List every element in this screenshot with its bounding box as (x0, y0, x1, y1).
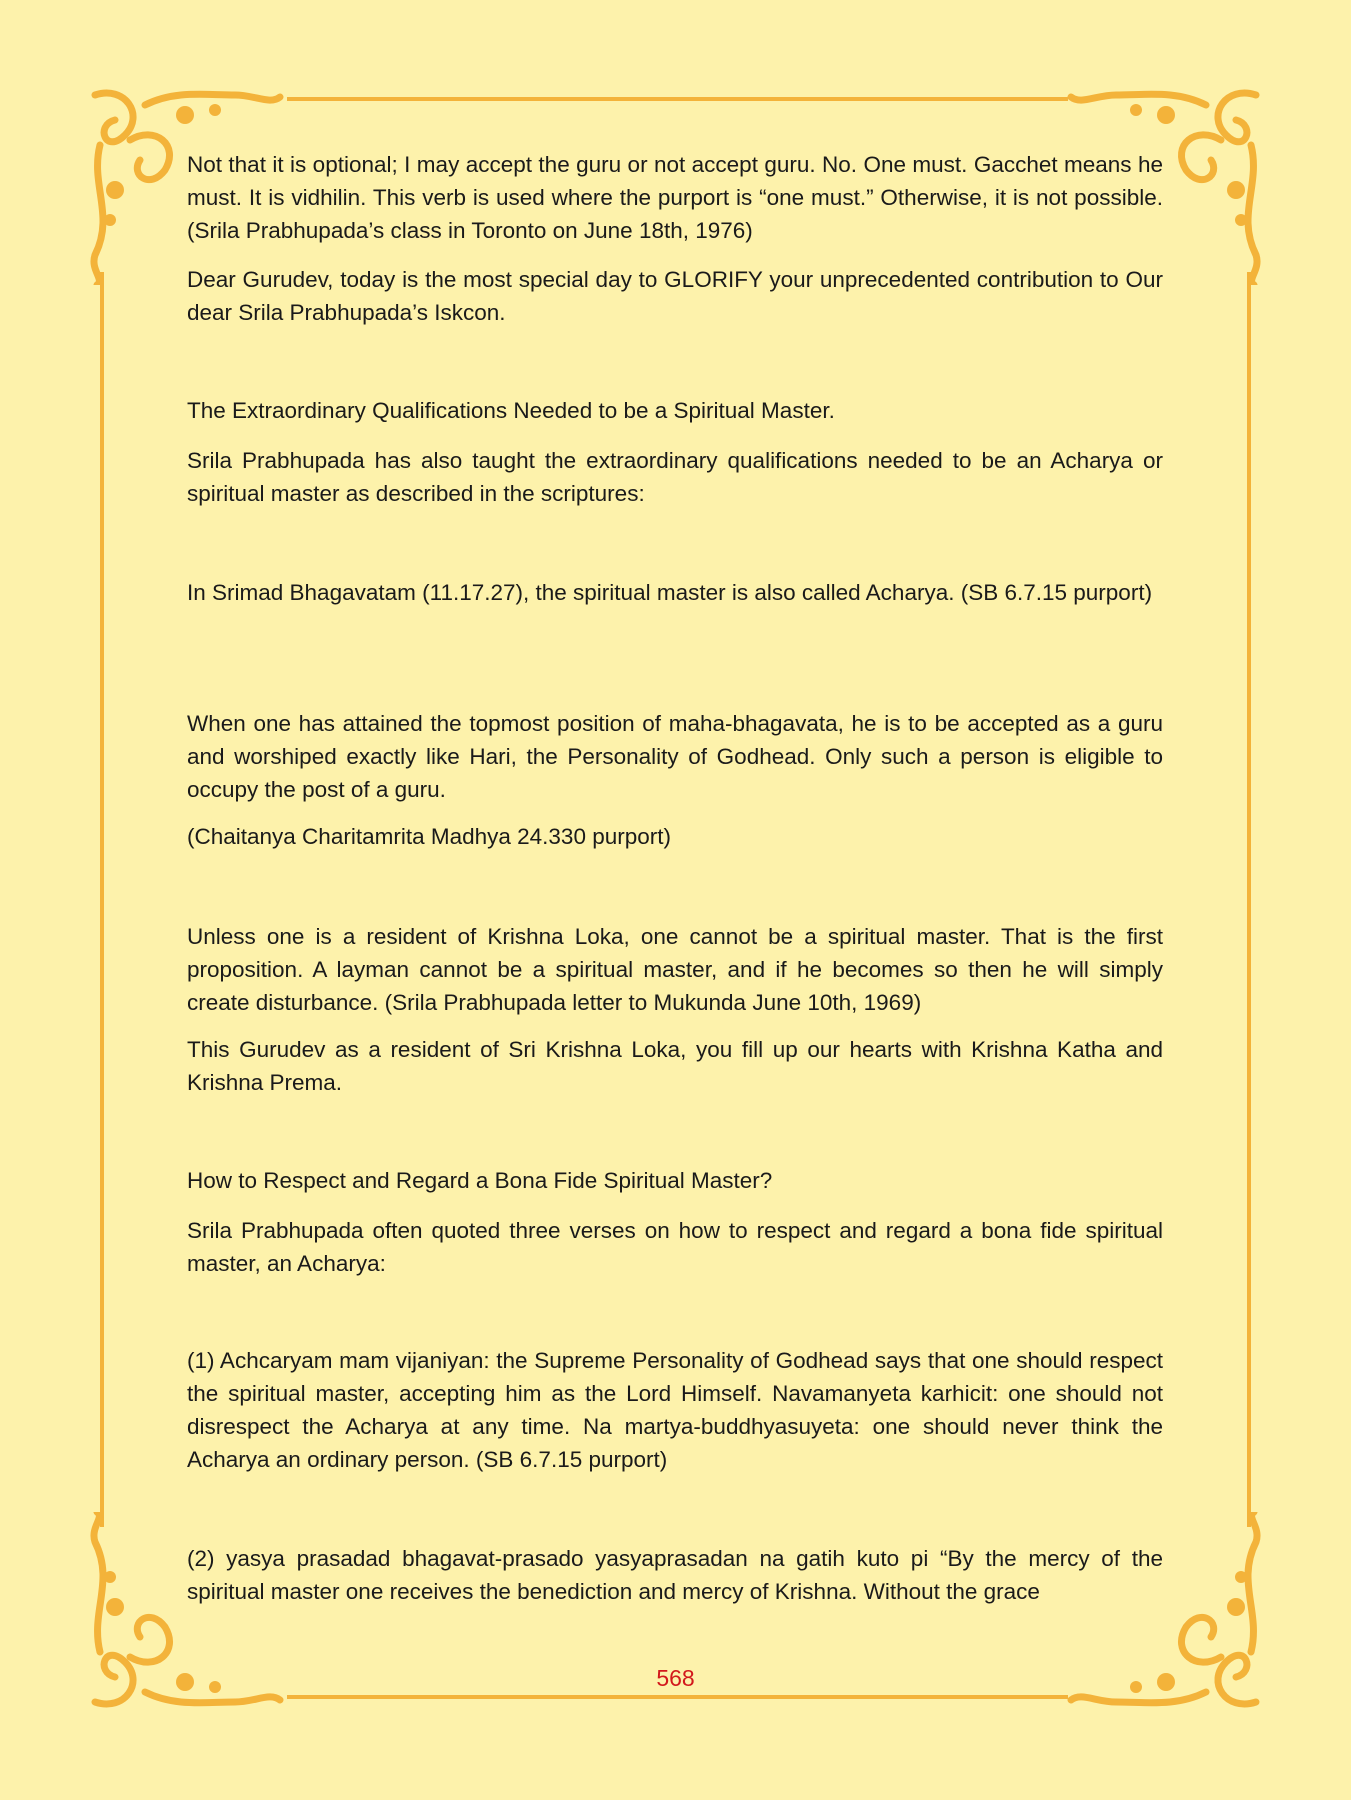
section-heading: How to Respect and Regard a Bona Fide Spiritual Master? (187, 1168, 773, 1193)
page-number: 568 (656, 1665, 695, 1691)
border-left (100, 272, 104, 1527)
border-top (287, 97, 1068, 101)
paragraph: This Gurudev as a resident of Sri Krishna Loka, you fill up our hearts with Krishna Katha and Krishna Prema. (187, 1037, 1163, 1095)
paragraph: Unless one is a resident of Krishna Loka, one cannot be a spiritual master. That is the first proposition. A layman cannot be a spiritual master, and if he becomes so then he will simply create disturbance. (Srila Prabhupada letter to Mukunda June 10th, 1969) (187, 924, 1163, 1015)
citation: (Chaitanya Charitamrita Madhya 24.330 purport) (187, 824, 671, 849)
paragraph: Not that it is optional; I may accept the guru or not accept guru. No. One must. Gacchet means he must. It is vidhilin. This verb is used where the purport is “one must.” Otherwise, it is not possible. (Srila Prabhupada’s class in Toronto on June 18th, 1976) (187, 152, 1163, 243)
paragraph: (2) yasya prasadad bhagavat-prasado yasyaprasadan na gatih kuto pi “By the mercy of the spiritual master one receives the benediction and mercy of Krishna. Without the grace (187, 1546, 1163, 1604)
paragraph: (1) Achcaryam mam vijaniyan: the Supreme Personality of Godhead says that one should respect the spiritual master, accepting him as the Lord Himself. Navamanyeta karhicit: one should not disrespect the Acharya at any time. Na martya-buddhyasuyeta: one should never think the Acharya an ordinary person. (SB 6.7.15 purport) (187, 1348, 1163, 1472)
paragraph: Srila Prabhupada often quoted three verses on how to respect and regard a bona fide spiritual master, an Acharya: (187, 1218, 1163, 1276)
section-heading: The Extraordinary Qualifications Needed to be a Spiritual Master. (187, 398, 835, 423)
paragraph: Srila Prabhupada has also taught the extraordinary qualifications needed to be an Acharya or spiritual master as described in the scriptures: (187, 448, 1163, 506)
paragraph: In Srimad Bhagavatam (11.17.27), the spiritual master is also called Acharya. (SB 6.7.15 purport) (187, 580, 1153, 605)
paragraph: When one has attained the topmost position of maha-bhagavata, he is to be accepted as a guru and worshiped exactly like Hari, the Personality of Godhead. Only such a person is eligible to occupy the post of a guru. (187, 711, 1163, 802)
paragraph: Dear Gurudev, today is the most special day to GLORIFY your unprecedented contribution to Our dear Srila Prabhupada’s Iskcon. (187, 267, 1163, 325)
border-right (1247, 272, 1251, 1527)
border-bottom (287, 1695, 1068, 1699)
